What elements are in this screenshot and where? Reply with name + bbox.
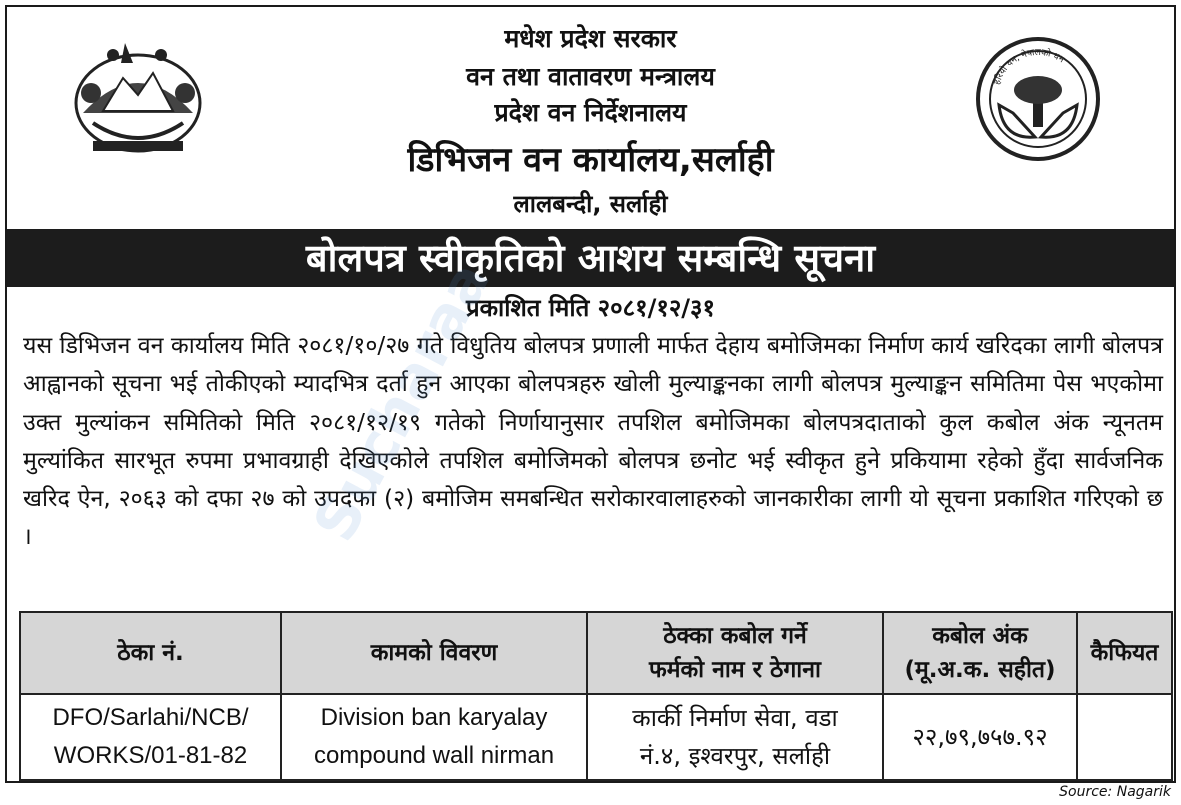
watermark: Sucharaa (300, 250, 504, 552)
header-ministry: वन तथा वातावरण मन्त्रालय (466, 62, 715, 91)
header-remarks: कैफियत (1077, 612, 1172, 694)
table-row (20, 694, 1172, 780)
header-firm (587, 612, 883, 694)
cell-remarks (1077, 694, 1172, 780)
notice-title-banner: बोलपत्र स्वीकृतिको आशय सम्बन्धि सूचना (7, 229, 1174, 287)
forest-logo-icon (973, 35, 1103, 163)
source-credit: Source: Nagarik (1059, 784, 1171, 800)
cell-amount: २२,७९,७५७.९२ (883, 694, 1077, 780)
svg-text:हरियो वन, नेपालको धन: हरियो वन, नेपालको धन (992, 47, 1066, 86)
header-government: मधेश प्रदेश सरकार (504, 24, 677, 53)
table-header-row (20, 612, 1172, 694)
header-directorate: प्रदेश वन निर्देशनालय (494, 98, 687, 127)
cell-firm: कार्की निर्माण सेवा, वडा नं.४, इश्वरपुर, सर्लाही (587, 694, 883, 780)
header-description: कामको विवरण (281, 612, 587, 694)
header-contract-no: ठेका नं. (20, 612, 281, 694)
header-amount-line2: (मू.अ.क. सहीत) (904, 657, 1056, 683)
publication-date: प्रकाशित मिति २०८१/१२/३१ (465, 294, 716, 322)
cell-contract-no: DFO/Sarlahi/NCB/ WORKS/01-81-82 (20, 694, 281, 780)
header-firm-line2: फर्मको नाम र ठेगाना (648, 657, 821, 683)
notice-header (7, 7, 1174, 227)
header-amount (883, 612, 1077, 694)
header-amount-line1: कबोल अंक (932, 623, 1028, 649)
notice-body: यस डिभिजन वन कार्यालय मिति २०८१/१०/२७ गते विधुतिय बोलपत्र प्रणाली मार्फत देहाय बमोजिमका निर्माण कार्य खरिदका लागी बोलपत्र आह्वानको सूचना भई तोकीएको म्यादभित्र दर्ता हुन आएका बोलपत्रहरु खोली मुल्याङ्कनका लागी बोलपत्र मुल्याङ्कन समितिमा पेस भएकोमा उक्त मुल्यांकन समितिको मिति २०८१/१२/१९ गतेको निर्णायानुसार तपशिल बमोजिमका बोलपत्रदाताको कुल कबोल अंक न्यूनतम मुल्यांकित सारभूत रुपमा प्रभावग्राही देखिएकोले तपशिल बमोजिमको बोलपत्र छनोट भई स्वीकृत हुने प्रकियामा रहेको हुँदा सार्वजनिक खरिद ऐन, २०६३ को दफा २७ को उपदफा (२) बमोजिम समबन्धित सरोकारवालाहरुको जानकारीका लागी यो सूचना प्रकाशित गरिएको छ । (23, 332, 1163, 551)
header-office: डिभिजन वन कार्यालय,सर्लाही (407, 140, 774, 180)
header-address: लालबन्दी, सर्लाही (513, 190, 668, 218)
header-firm-line1: ठेक्का कबोल गर्ने (663, 623, 807, 649)
cell-description: Division ban karyalay compound wall nirman (281, 694, 587, 780)
contract-table (19, 611, 1173, 781)
notice-frame (5, 5, 1176, 783)
